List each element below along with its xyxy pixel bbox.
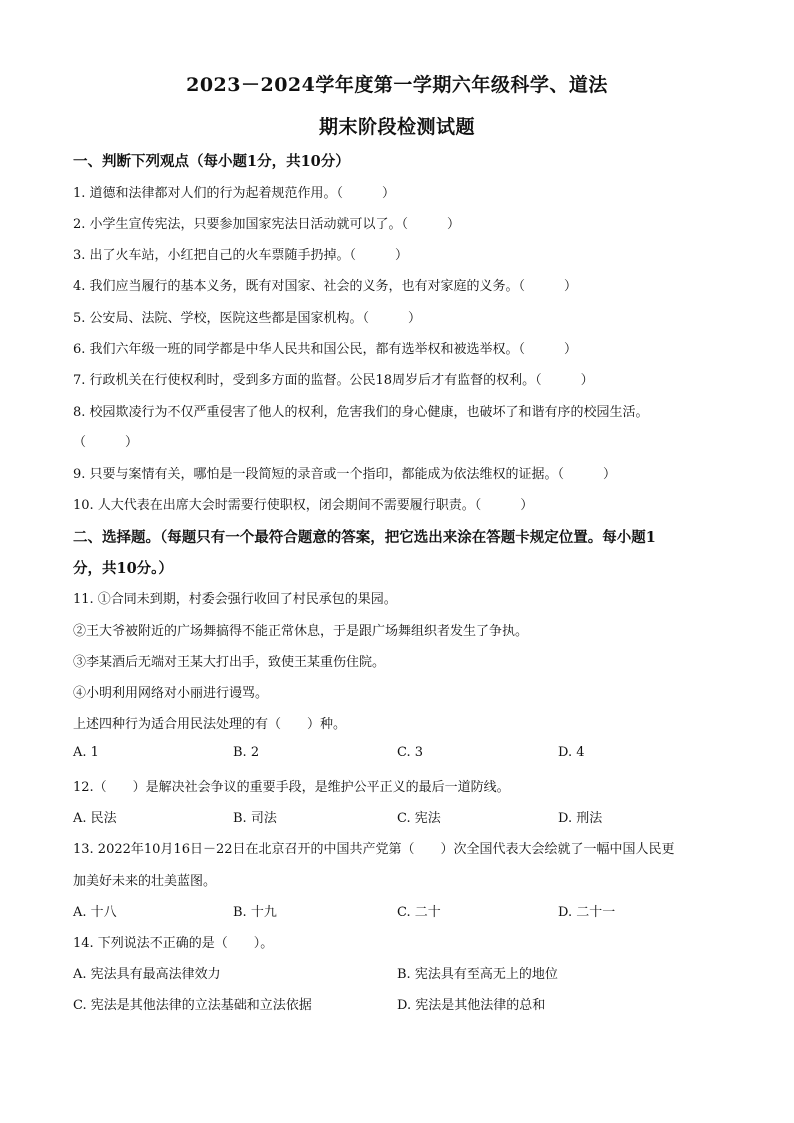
judgement-item-3: 3. 出了火车站，小红把自己的火车票随手扔掉。（ ）	[73, 248, 409, 263]
q12-option-b: B. 司法	[233, 811, 277, 826]
judgement-item-9: 9. 只要与案情有关，哪怕是一段简短的录音或一个指印，都能成为依法维权的证据。（ ）	[73, 467, 617, 482]
judgement-item-1: 1. 道德和法律都对人们的行为起着规范作用。（ ）	[73, 186, 396, 201]
q11-line4: ④小明利用网络对小丽进行谩骂。	[73, 686, 269, 701]
exam-title-line2: 期末阶段检测试题	[318, 116, 475, 138]
q14-option-b: B. 宪法具有至高无上的地位	[397, 967, 558, 982]
q11-option-d: D. 4	[558, 745, 585, 760]
section2-heading-line1: 二、选择题。（每题只有一个最符合题意的答案，把它选出来涂在答题卡规定位置。每小题1	[73, 529, 656, 546]
q12-option-c: C. 宪法	[397, 811, 441, 826]
q14-stem: 14. 下列说法不正确的是（ ）。	[73, 936, 274, 951]
judgement-item-8-blank: （ ）	[73, 435, 139, 450]
q12-stem: 12.（ ）是解决社会争议的重要手段，是维护公平正义的最后一道防线。	[73, 780, 510, 795]
q12-option-d: D. 刑法	[558, 811, 603, 826]
q11-option-c: C. 3	[397, 745, 424, 760]
q13-option-b: B. 十九	[233, 905, 277, 920]
q13-option-d: D. 二十一	[558, 905, 616, 920]
section2-heading-line2: 分，共10分。）	[73, 560, 173, 577]
q11-line3: ③李某酒后无端对王某大打出手，致使王某重伤住院。	[73, 655, 386, 670]
exam-title-line1: 2023－2024学年度第一学期六年级科学、道法	[186, 74, 608, 96]
q13-stem-line1: 13. 2022年10月16日－22日在北京召开的中国共产党第（ ）次全国代表大会绘就了一幅中国人民更	[73, 842, 675, 857]
q13-stem-line2: 加美好未来的壮美蓝图。	[73, 874, 217, 889]
q11-line5: 上述四种行为适合用民法处理的有（ ）种。	[73, 717, 347, 732]
judgement-item-4: 4. 我们应当履行的基本义务，既有对国家、社会的义务，也有对家庭的义务。（ ）	[73, 279, 578, 294]
q12-option-a: A. 民法	[73, 811, 117, 826]
q11-option-b: B. 2	[233, 745, 260, 760]
q14-option-d: D. 宪法是其他法律的总和	[397, 998, 546, 1013]
judgement-item-6: 6. 我们六年级一班的同学都是中华人民共和国公民，都有选举权和被选举权。（ ）	[73, 342, 578, 357]
q11-line1: 11. ①合同未到期，村委会强行收回了村民承包的果园。	[73, 592, 397, 607]
judgement-item-2: 2. 小学生宣传宪法，只要参加国家宪法日活动就可以了。（ ）	[73, 217, 461, 232]
judgement-item-5: 5. 公安局、法院、学校，医院这些都是国家机构。（ ）	[73, 311, 422, 326]
q11-line2: ②王大爷被附近的广场舞搞得不能正常休息，于是跟广场舞组织者发生了争执。	[73, 624, 529, 639]
judgement-item-10: 10. 人大代表在出席大会时需要行使职权，闭会期间不需要履行职责。（ ）	[73, 498, 534, 513]
q11-option-a: A. 1	[73, 745, 99, 760]
q14-option-c: C. 宪法是其他法律的立法基础和立法依据	[73, 998, 312, 1013]
q13-option-c: C. 二十	[397, 905, 441, 920]
judgement-item-7: 7. 行政机关在行使权利时，受到多方面的监督。公民18周岁后才有监督的权利。（ ）	[73, 373, 594, 388]
judgement-item-8: 8. 校园欺凌行为不仅严重侵害了他人的权利，危害我们的身心健康，也破坏了和谐有序的校园生活。	[73, 405, 649, 420]
q14-option-a: A. 宪法具有最高法律效力	[73, 967, 221, 982]
section1-heading: 一、判断下列观点（每小题1分，共10分）	[73, 153, 350, 170]
q13-option-a: A. 十八	[73, 905, 117, 920]
